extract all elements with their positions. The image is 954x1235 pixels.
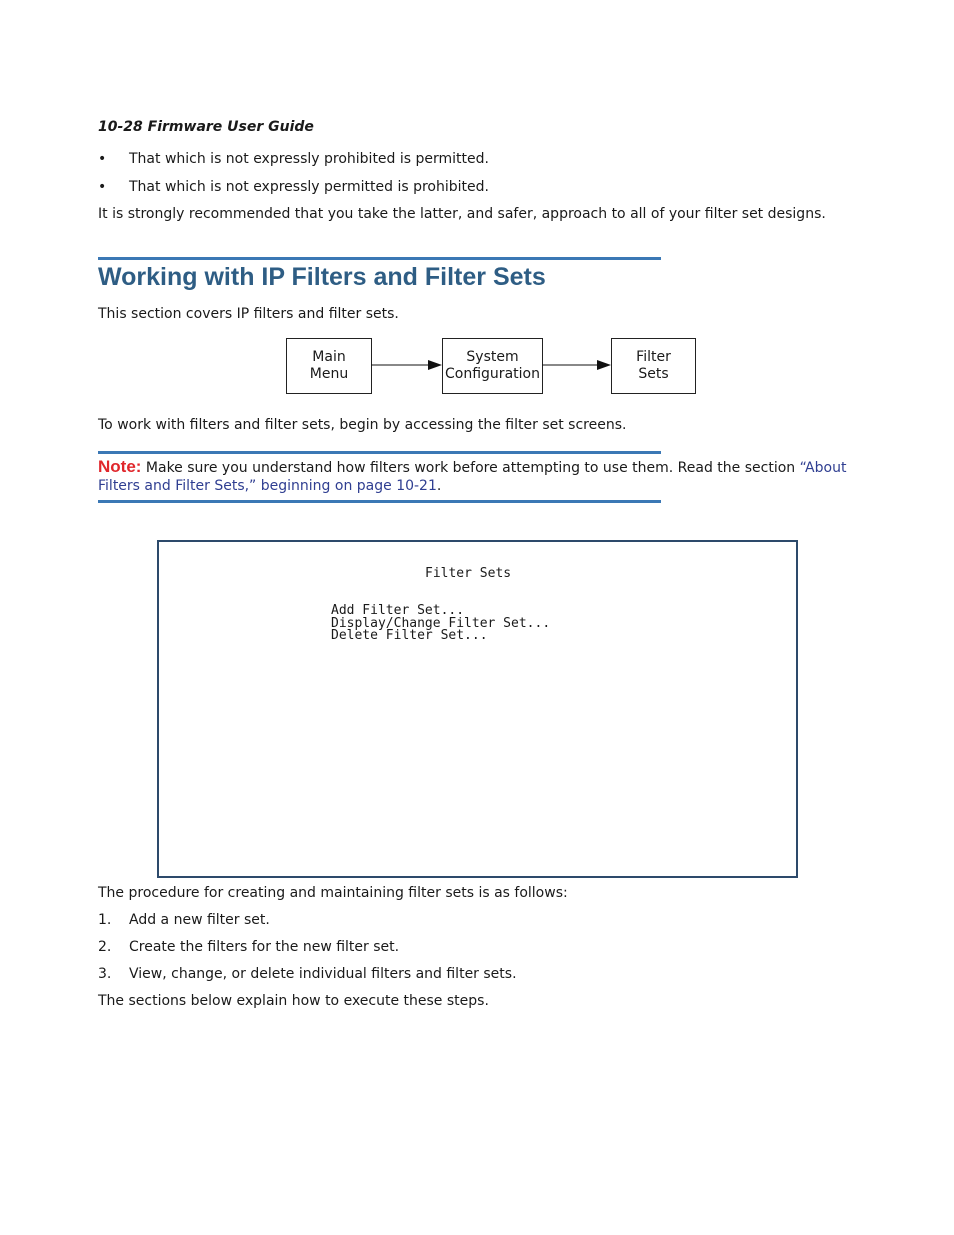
bullet-icon: • (98, 179, 107, 195)
filter-sets-screen (157, 540, 798, 878)
step-number: 3. (98, 966, 112, 982)
note-end: . (436, 478, 442, 494)
bullet-item-1: That which is not expressly prohibited is permitted. (129, 151, 489, 167)
step-number: 1. (98, 912, 112, 928)
note-label: Note: (98, 457, 142, 476)
intro-paragraph: It is strongly recommended that you take the latter, and safer, approach to all of your filter set designs. (98, 206, 826, 222)
screen-title: Filter Sets (425, 566, 512, 581)
access-text: To work with filters and filter sets, begin by accessing the filter set screens. (98, 417, 627, 433)
section-lead: This section covers IP filters and filter sets. (98, 306, 399, 322)
note-rule-top (98, 451, 661, 454)
note-link-start[interactable]: “About (799, 460, 847, 476)
flow-box-filter-sets (611, 338, 696, 394)
flow-arrow-icon (370, 356, 444, 376)
note-block (98, 458, 846, 477)
flow-box-line: Configuration (445, 366, 540, 382)
note-line-2 (98, 478, 441, 495)
procedure-intro: The procedure for creating and maintaining filter sets is as follows: (98, 885, 568, 901)
note-rule-bottom (98, 500, 661, 503)
flow-box-line: Main (312, 349, 346, 365)
step-number: 2. (98, 939, 112, 955)
menu-item-add-filter-set[interactable]: Add Filter Set... (331, 603, 465, 618)
flow-arrow-icon (541, 356, 613, 376)
flow-box-line: Sets (638, 366, 669, 382)
flow-box-line: System (466, 349, 519, 365)
menu-item-display-change-filter-set[interactable]: Display/Change Filter Set... (331, 616, 551, 631)
step-text: View, change, or delete individual filters and filter sets. (129, 966, 517, 982)
procedure-closing: The sections below explain how to execute these steps. (98, 993, 489, 1009)
page-header: 10-28 Firmware User Guide (98, 119, 314, 135)
note-link[interactable]: Filters and Filter Sets,” beginning on page 10-21 (98, 478, 437, 494)
section-rule-top (98, 257, 661, 260)
step-text: Create the filters for the new filter set. (129, 939, 400, 955)
menu-item-delete-filter-set[interactable]: Delete Filter Set... (331, 628, 488, 643)
flow-box-system-configuration (442, 338, 543, 394)
flow-box-line: Menu (309, 366, 349, 382)
bullet-icon: • (98, 151, 107, 167)
step-text: Add a new filter set. (129, 912, 270, 928)
note-text: Make sure you understand how filters work before attempting to use them. Read the section (145, 460, 800, 476)
bullet-item-2: That which is not expressly permitted is prohibited. (129, 179, 489, 195)
flow-box-main-menu (286, 338, 372, 394)
flow-box-line: Filter (636, 349, 671, 365)
section-title: Working with IP Filters and Filter Sets (98, 263, 546, 291)
